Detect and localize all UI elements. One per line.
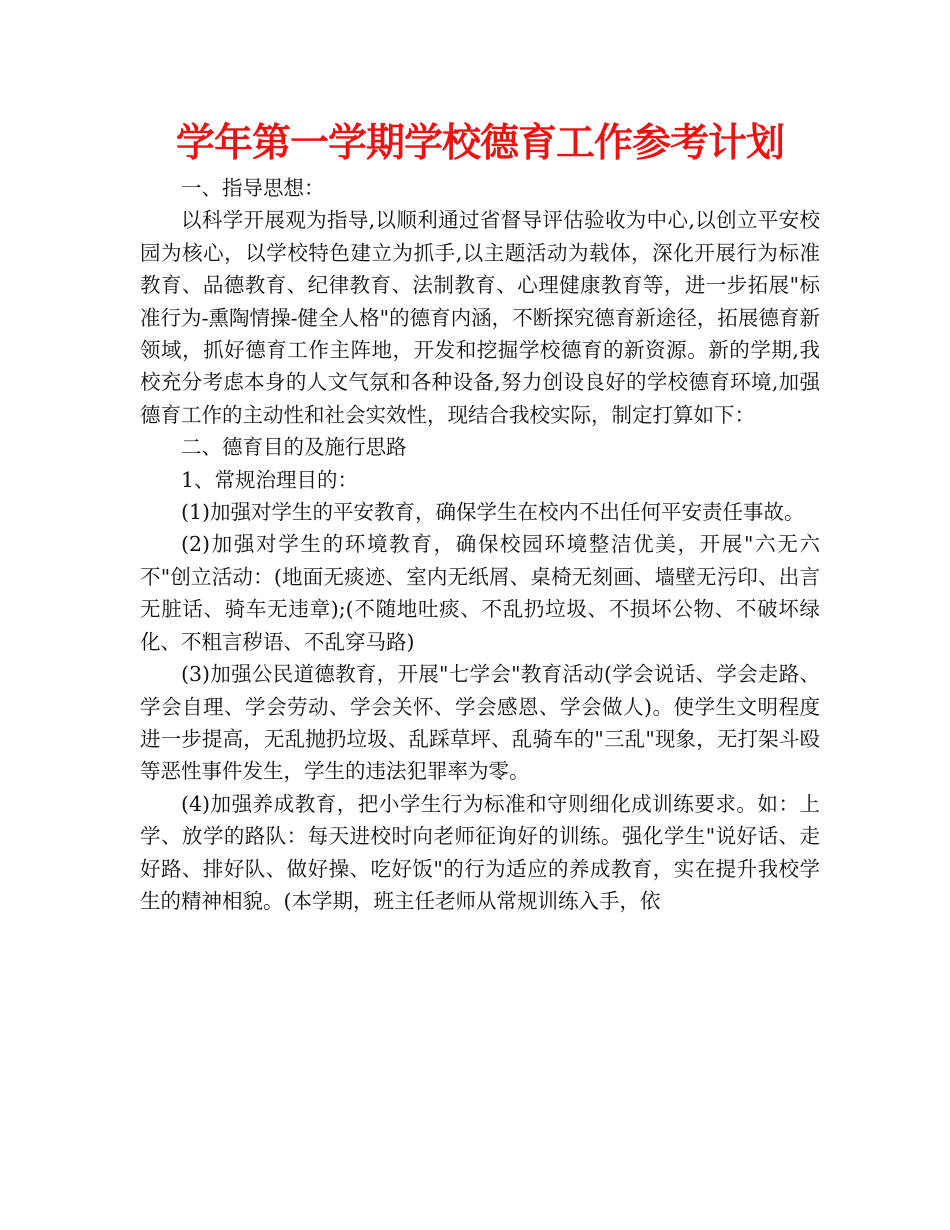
section-heading-guiding-ideology: 一、指导思想：: [181, 176, 325, 200]
section-heading-moral-goals: 二、德育目的及施行思路: [181, 435, 407, 460]
item-habit-formation-education: (4)加强养成教育，把小学生行为标准和守则细化成训练要求。如：上学、放学的路队：每天进校时向老师征询好的训练。强化学生"说好话、走好路、排好队、做好操、吃好饭"的行为适应的养成教育，实在提升我校学生的精神相貌。(本学期，班主任老师从常规训练入手，依: [140, 791, 820, 913]
subheading-routine-management: 1、常规治理目的：: [181, 467, 359, 492]
document-title: 学年第一学期学校德育工作参考计划: [175, 121, 784, 166]
document-body: [140, 172, 820, 917]
paragraph-guiding-ideology: 以科学开展观为指导,以顺利通过省督导评估验收为中心,以创立平安校园为核心，以学校特色建立为抓手,以主题活动为载体，深化开展行为标准教育、品德教育、纪律教育、法制教育、心理健康教育等，进一步拓展"标准行为-熏陶情操-健全人格"的德育内涵，不断探究德育新途径，拓展德育新领域，抓好德育工作主阵地，开发和挖掘学校德育的新资源。新的学期,我校充分考虑本身的人文气氛和各种设备,努力创设良好的学校德育环境,加强德育工作的主动性和社会实效性，现结合我校实际，制定打算如下：: [140, 208, 820, 427]
document-page: [140, 112, 820, 917]
item-civic-morality-education: (3)加强公民道德教育，开展"七学会"教育活动(学会说话、学会走路、学会自理、学会劳动、学会关怀、学会感恩、学会做人)。使学生文明程度进一步提高，无乱抛扔垃圾、乱踩草坪、乱骑车的"三乱"现象，无打架斗殴等恶性事件发生，学生的违法犯罪率为零。: [140, 662, 820, 784]
item-environment-education: (2)加强对学生的环境教育，确保校园环境整洁优美，开展"六无六不"创立活动：(地面无痰迹、室内无纸屑、桌椅无刻画、墙壁无污印、出言无脏话、骑车无违章);(不随地吐痰、不乱扔垃圾、不损坏公物、不破坏绿化、不粗言秽语、不乱穿马路): [140, 532, 820, 654]
item-safety-education: (1)加强对学生的平安教育，确保学生在校内不出任何平安责任事故。: [181, 500, 805, 525]
